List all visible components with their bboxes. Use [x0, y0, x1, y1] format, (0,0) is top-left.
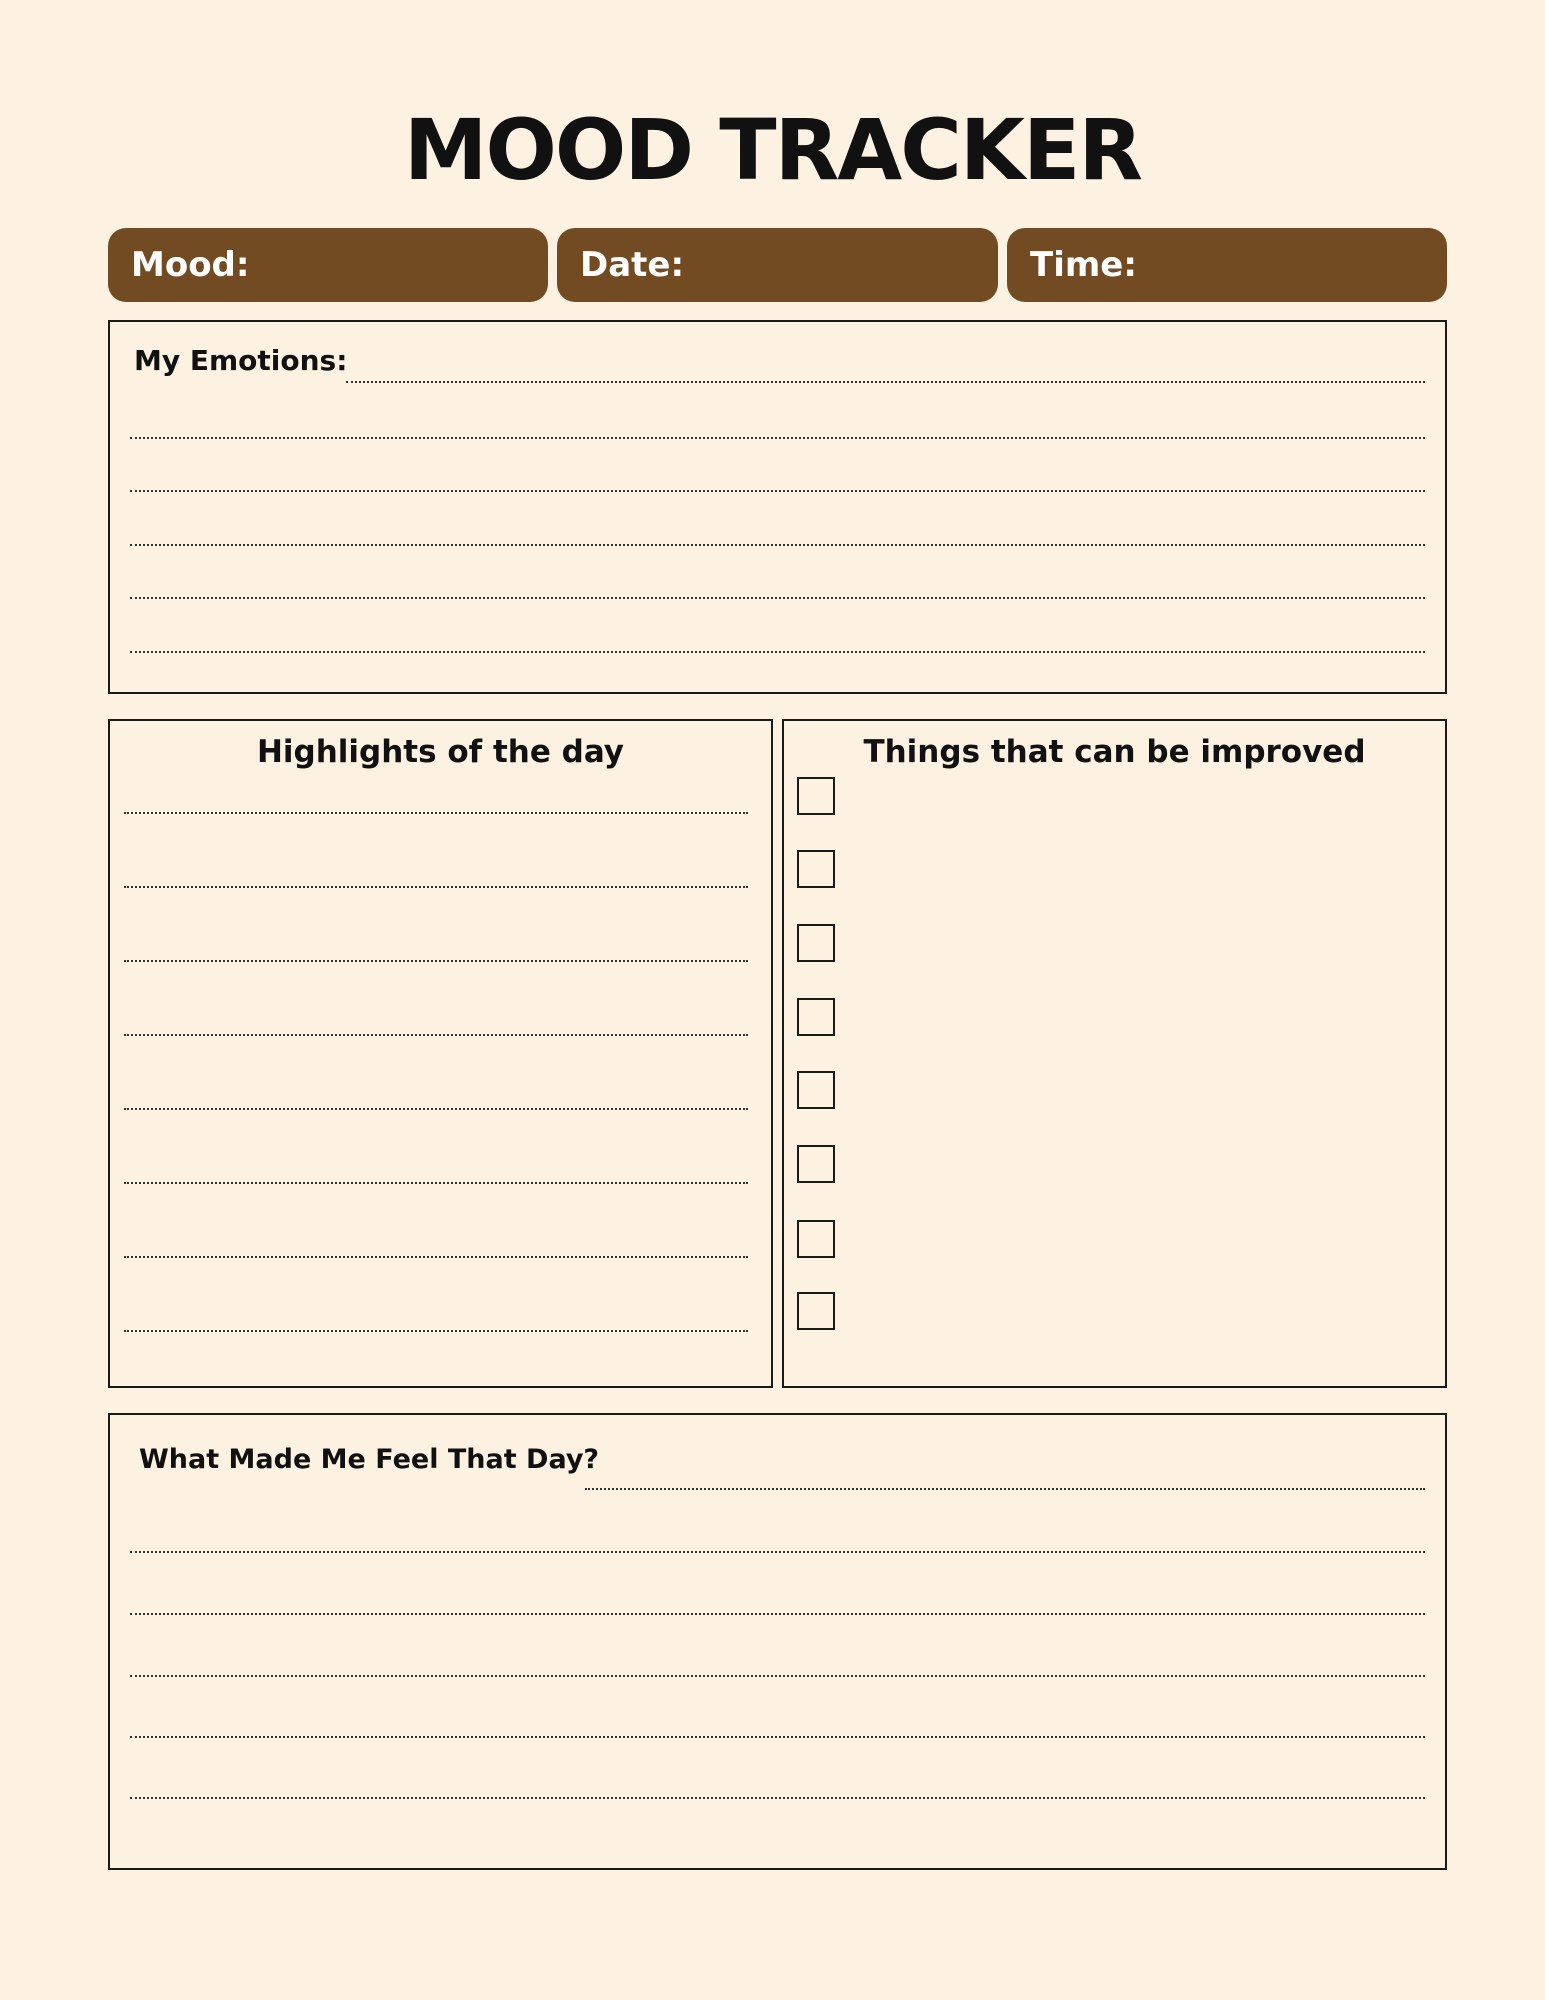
feelings-writing-line[interactable]: [130, 1797, 1425, 1799]
improvement-checkbox[interactable]: [797, 777, 835, 815]
emotions-writing-line[interactable]: [130, 490, 1425, 492]
emotions-writing-line[interactable]: [346, 381, 1425, 383]
emotions-label: My Emotions:: [134, 344, 348, 377]
time-field[interactable]: [1007, 228, 1447, 302]
emotions-writing-line[interactable]: [130, 437, 1425, 439]
highlights-section: [108, 719, 773, 1388]
feelings-writing-line[interactable]: [585, 1488, 1425, 1490]
feelings-writing-line[interactable]: [130, 1675, 1425, 1677]
highlights-writing-line[interactable]: [124, 812, 748, 814]
improvement-checkbox[interactable]: [797, 1145, 835, 1183]
highlights-heading: Highlights of the day: [256, 734, 625, 770]
improvement-checkbox[interactable]: [797, 998, 835, 1036]
emotions-writing-line[interactable]: [130, 597, 1425, 599]
highlights-writing-line[interactable]: [124, 1108, 748, 1110]
date-label: Date:: [580, 245, 685, 285]
highlights-writing-line[interactable]: [124, 1034, 748, 1036]
highlights-writing-line[interactable]: [124, 1256, 748, 1258]
feelings-writing-line[interactable]: [130, 1736, 1425, 1738]
time-label: Time:: [1030, 245, 1137, 285]
highlights-writing-line[interactable]: [124, 886, 748, 888]
emotions-writing-line[interactable]: [130, 544, 1425, 546]
highlights-writing-line[interactable]: [124, 960, 748, 962]
improvement-checkbox[interactable]: [797, 850, 835, 888]
feelings-label: What Made Me Feel That Day?: [139, 1444, 600, 1475]
improvement-checkbox[interactable]: [797, 1220, 835, 1258]
feelings-writing-line[interactable]: [130, 1551, 1425, 1553]
improvements-heading: Things that can be improved: [863, 734, 1366, 770]
improvement-checkbox[interactable]: [797, 924, 835, 962]
highlights-writing-line[interactable]: [124, 1330, 748, 1332]
feelings-section: [108, 1413, 1447, 1870]
emotions-writing-line[interactable]: [130, 651, 1425, 653]
page-title: MOOD TRACKER: [403, 101, 1142, 199]
mood-label: Mood:: [131, 245, 250, 285]
improvements-section: [782, 719, 1447, 1388]
improvement-checkbox[interactable]: [797, 1292, 835, 1330]
feelings-writing-line[interactable]: [130, 1613, 1425, 1615]
mood-field[interactable]: [108, 228, 548, 302]
date-field[interactable]: [557, 228, 998, 302]
improvement-checkbox[interactable]: [797, 1071, 835, 1109]
highlights-writing-line[interactable]: [124, 1182, 748, 1184]
